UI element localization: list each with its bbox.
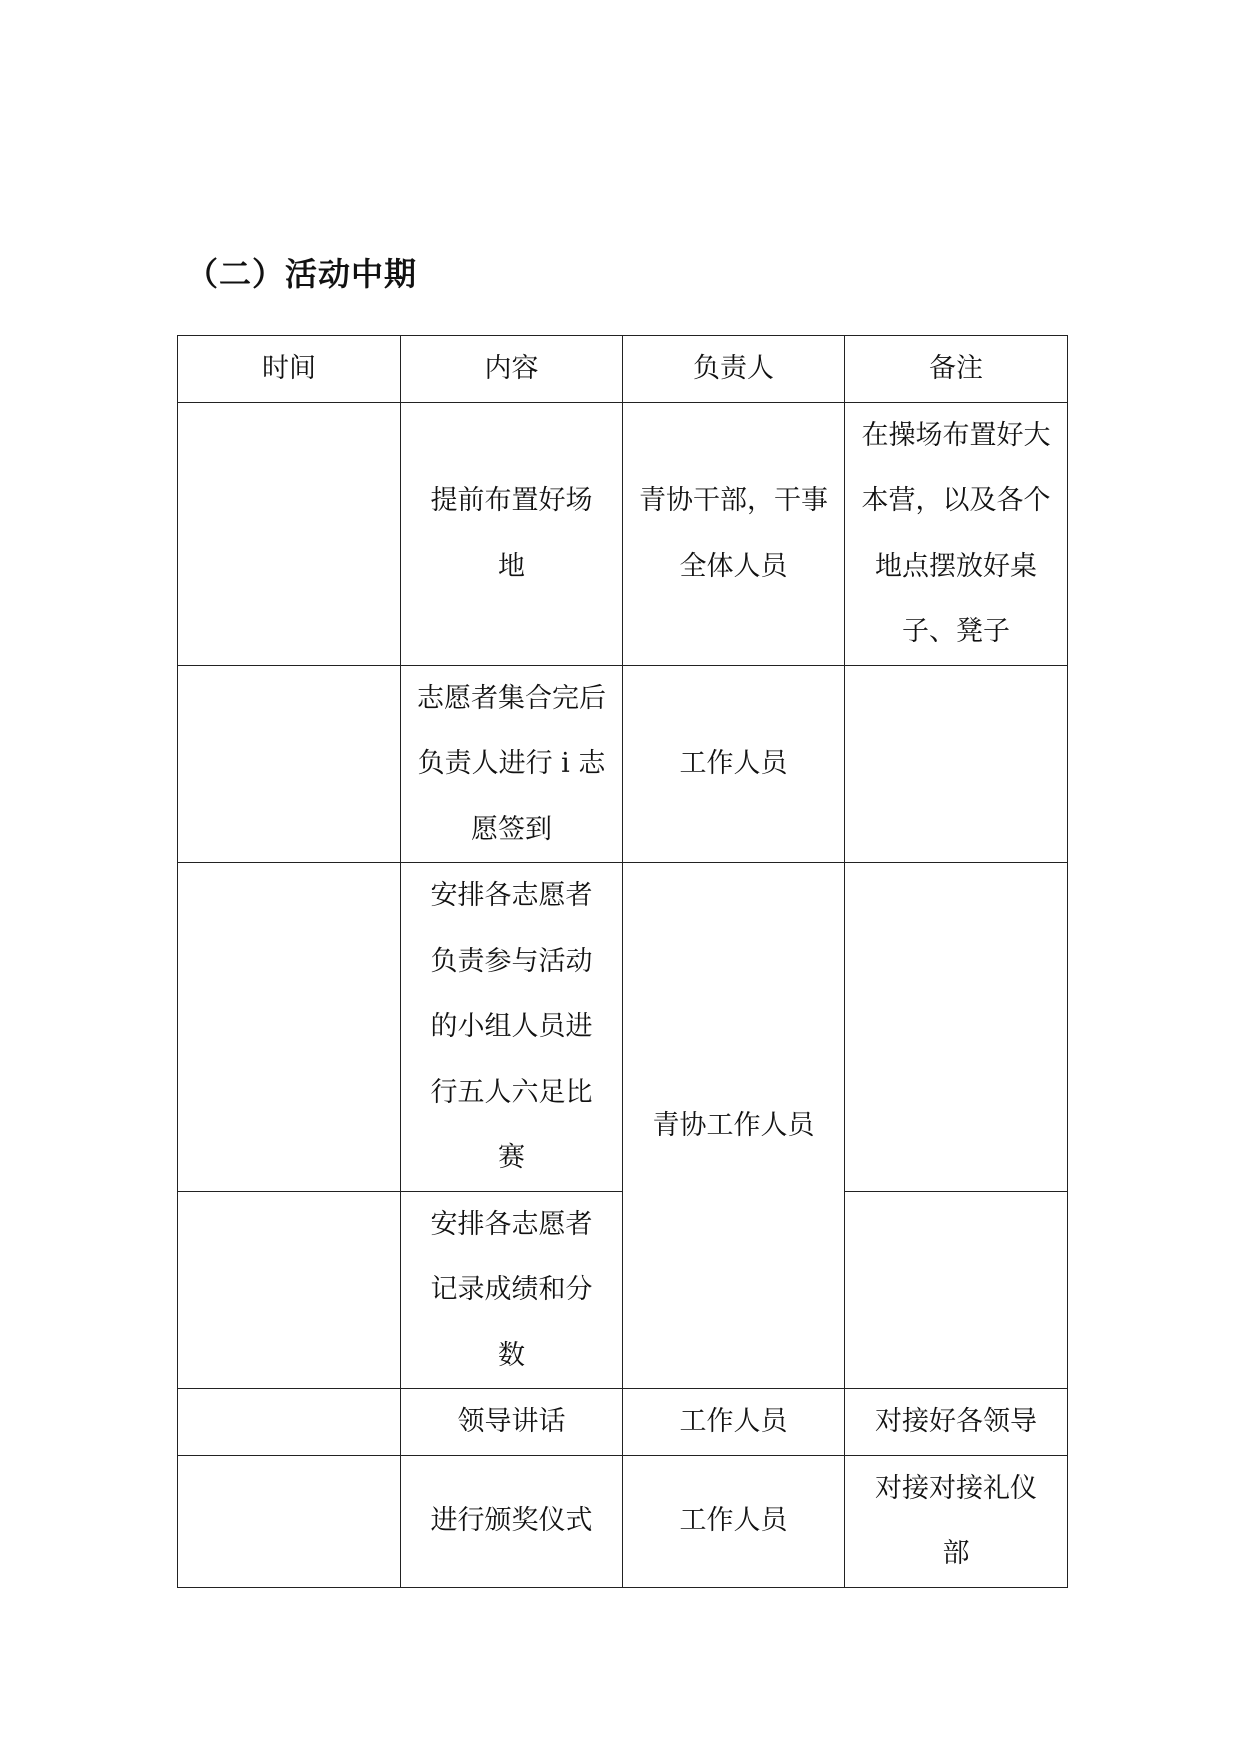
owner-cell (623, 402, 845, 665)
content-cell (401, 863, 623, 1192)
content-cell (401, 1455, 623, 1587)
owner-text: 青协工作人员 (652, 1109, 815, 1141)
owner-cell (623, 863, 845, 1389)
table-header-row (178, 336, 1068, 403)
owner-cell (623, 665, 845, 863)
time-cell (178, 402, 401, 665)
note-text: 对接好各领导 (875, 1406, 1037, 1437)
note-cell (845, 863, 1068, 1192)
note-cell (845, 402, 1068, 665)
owner-text: 青协干部，干事全体人员 (639, 485, 828, 582)
owner-text: 工作人员 (679, 1505, 788, 1537)
note-cell (845, 665, 1068, 863)
time-cell (178, 665, 401, 863)
content-text: 提前布置好场地 (430, 485, 593, 582)
content-text: 领导讲话 (457, 1406, 566, 1437)
table-row (178, 863, 1068, 1192)
owner-cell (623, 1389, 845, 1456)
table-row (178, 1455, 1068, 1587)
content-text: 安排各志愿者负责参与活动的小组人员进行五人六足比赛 (430, 880, 593, 1173)
table-row (178, 665, 1068, 863)
table-row (178, 1389, 1068, 1456)
content-text: 进行颁奖仪式 (430, 1505, 593, 1537)
note-cell (845, 1191, 1068, 1389)
table-row (178, 402, 1068, 665)
content-cell (401, 402, 623, 665)
header-note: 备注 (845, 336, 1068, 403)
header-content: 内容 (401, 336, 623, 403)
content-text: 志愿者集合完后负责人进行 i 志愿签到 (417, 682, 606, 845)
content-cell (401, 1191, 623, 1389)
owner-text: 工作人员 (679, 1406, 788, 1437)
header-time: 时间 (178, 336, 401, 403)
note-cell (845, 1455, 1068, 1587)
note-cell (845, 1389, 1068, 1456)
time-cell (178, 1455, 401, 1587)
section-title: （二）活动中期 (186, 255, 418, 293)
content-text: 安排各志愿者记录成绩和分数 (430, 1208, 593, 1371)
owner-cell (623, 1455, 845, 1587)
time-cell (178, 1191, 401, 1389)
note-text: 在操场布置好大本营，以及各个地点摆放好桌子、凳子 (861, 419, 1051, 647)
content-cell (401, 665, 623, 863)
note-text: 对接对接礼仪部 (875, 1472, 1037, 1569)
activity-schedule-table (177, 335, 1068, 1588)
content-cell (401, 1389, 623, 1456)
owner-text: 工作人员 (679, 748, 788, 779)
time-cell (178, 1389, 401, 1456)
header-owner: 负责人 (623, 336, 845, 403)
time-cell (178, 863, 401, 1192)
